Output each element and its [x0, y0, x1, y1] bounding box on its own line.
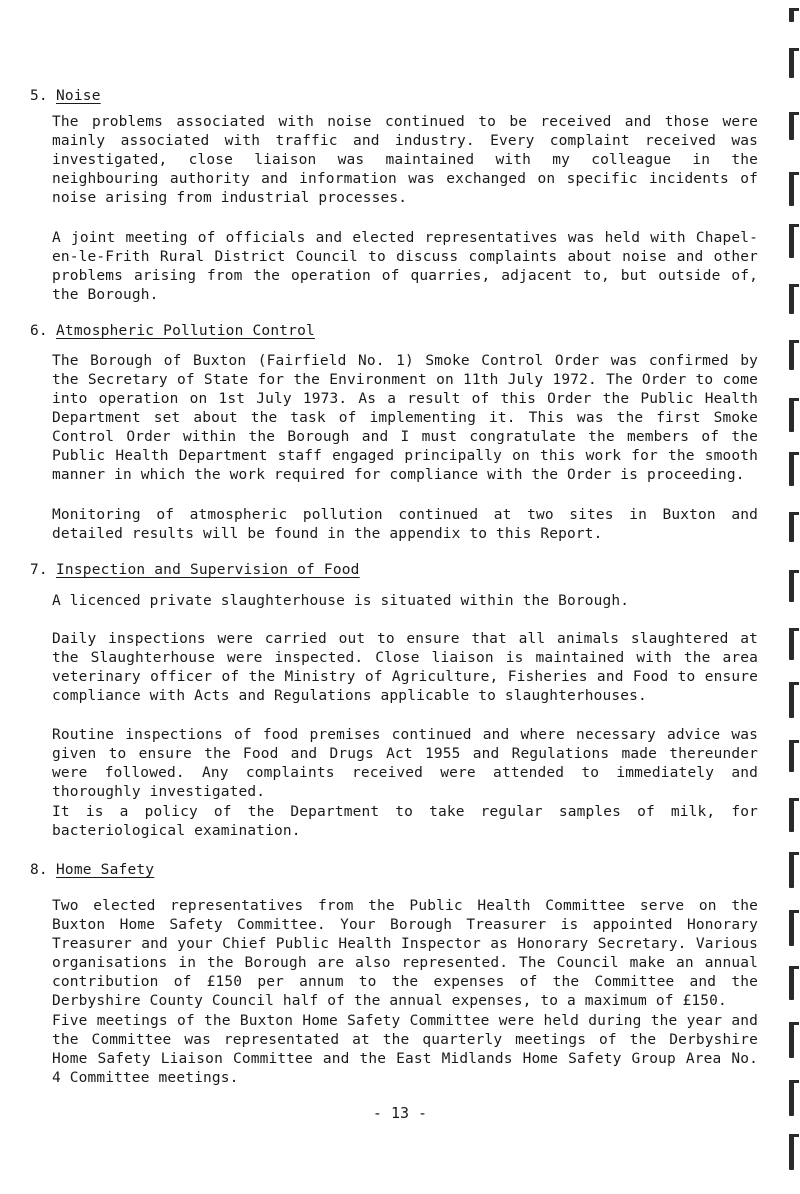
paragraph: A joint meeting of officials and elected representatives was held with Chapel-en-le-Frith Rural District Council to discuss complaints about noise and other problems arising from the operation of quarries, adjacent to, but outside of, the Borough.	[52, 230, 758, 303]
paragraph: Monitoring of atmospheric pollution continued at two sites in Buxton and detailed results will be found in the appendix to this Report.	[52, 507, 758, 542]
paragraph: A licenced private slaughterhouse is situated within the Borough.	[52, 593, 630, 609]
section-number: 5.	[30, 88, 48, 104]
section-title: Home Safety	[56, 862, 155, 878]
section-heading-safety	[30, 862, 154, 878]
section-number: 8.	[30, 862, 48, 878]
section-title: Inspection and Supervision of Food	[56, 562, 360, 578]
paragraph: Two elected representatives from the Public Health Committee serve on the Buxton Home Safety Committee. Your Borough Treasurer is appointed Honorary Treasurer and your Chief Public Health Inspector as Honorary Secretary. Various organisations in the Borough are also represented. The Council make an annual contribution of £150 per annum to the expenses of the Committee and the Derbyshire County Council half of the annual expenses, to a maximum of £150.	[52, 898, 758, 1009]
binding-edge-marks	[778, 0, 800, 1194]
paragraph: Routine inspections of food premises continued and where necessary advice was given to ensure the Food and Drugs Act 1955 and Regulations made thereunder were followed. Any complaints received were attended to immediately and thoroughly investigated.	[52, 727, 758, 800]
section-title: Noise	[56, 88, 101, 104]
paragraph: It is a policy of the Department to take regular samples of milk, for bacteriological examination.	[52, 804, 758, 839]
section-number: 7.	[30, 562, 48, 578]
section-heading-atmospheric	[30, 323, 315, 339]
section-heading-food	[30, 562, 360, 578]
paragraph: Five meetings of the Buxton Home Safety Committee were held during the year and the Committee was representated at the quarterly meetings of the Derbyshire Home Safety Liaison Committee and the East Midlands Home Safety Group Area No. 4 Committee meetings.	[52, 1013, 758, 1086]
section-heading-noise	[30, 88, 101, 104]
section-title: Atmospheric Pollution Control	[56, 323, 315, 339]
paragraph: The problems associated with noise continued to be received and those were mainly associated with traffic and industry. Every complaint received was investigated, close liaison was maintained with my colleague in the neighbouring authority and information was exchanged on specific incidents of noise arising from industrial processes.	[52, 114, 758, 206]
paragraph: Daily inspections were carried out to ensure that all animals slaughtered at the Slaughterhouse were inspected. Close liaison is maintained with the area veterinary officer of the Ministry of Agriculture, Fisheries and Food to ensure compliance with Acts and Regulations applicable to slaughterhouses.	[52, 631, 758, 704]
section-number: 6.	[30, 323, 48, 339]
paragraph: The Borough of Buxton (Fairfield No. 1) Smoke Control Order was confirmed by the Secretary of State for the Environment on 11th July 1972. The Order to come into operation on 1st July 1973. As a result of this Order the Public Health Department set about the task of implementing it. This was the first Smoke Control Order within the Borough and I must congratulate the members of the Public Health Department staff engaged principally on this work for the smooth manner in which the work required for compliance with the Order is proceeding.	[52, 353, 758, 483]
page-number: - 13 -	[372, 1104, 428, 1122]
